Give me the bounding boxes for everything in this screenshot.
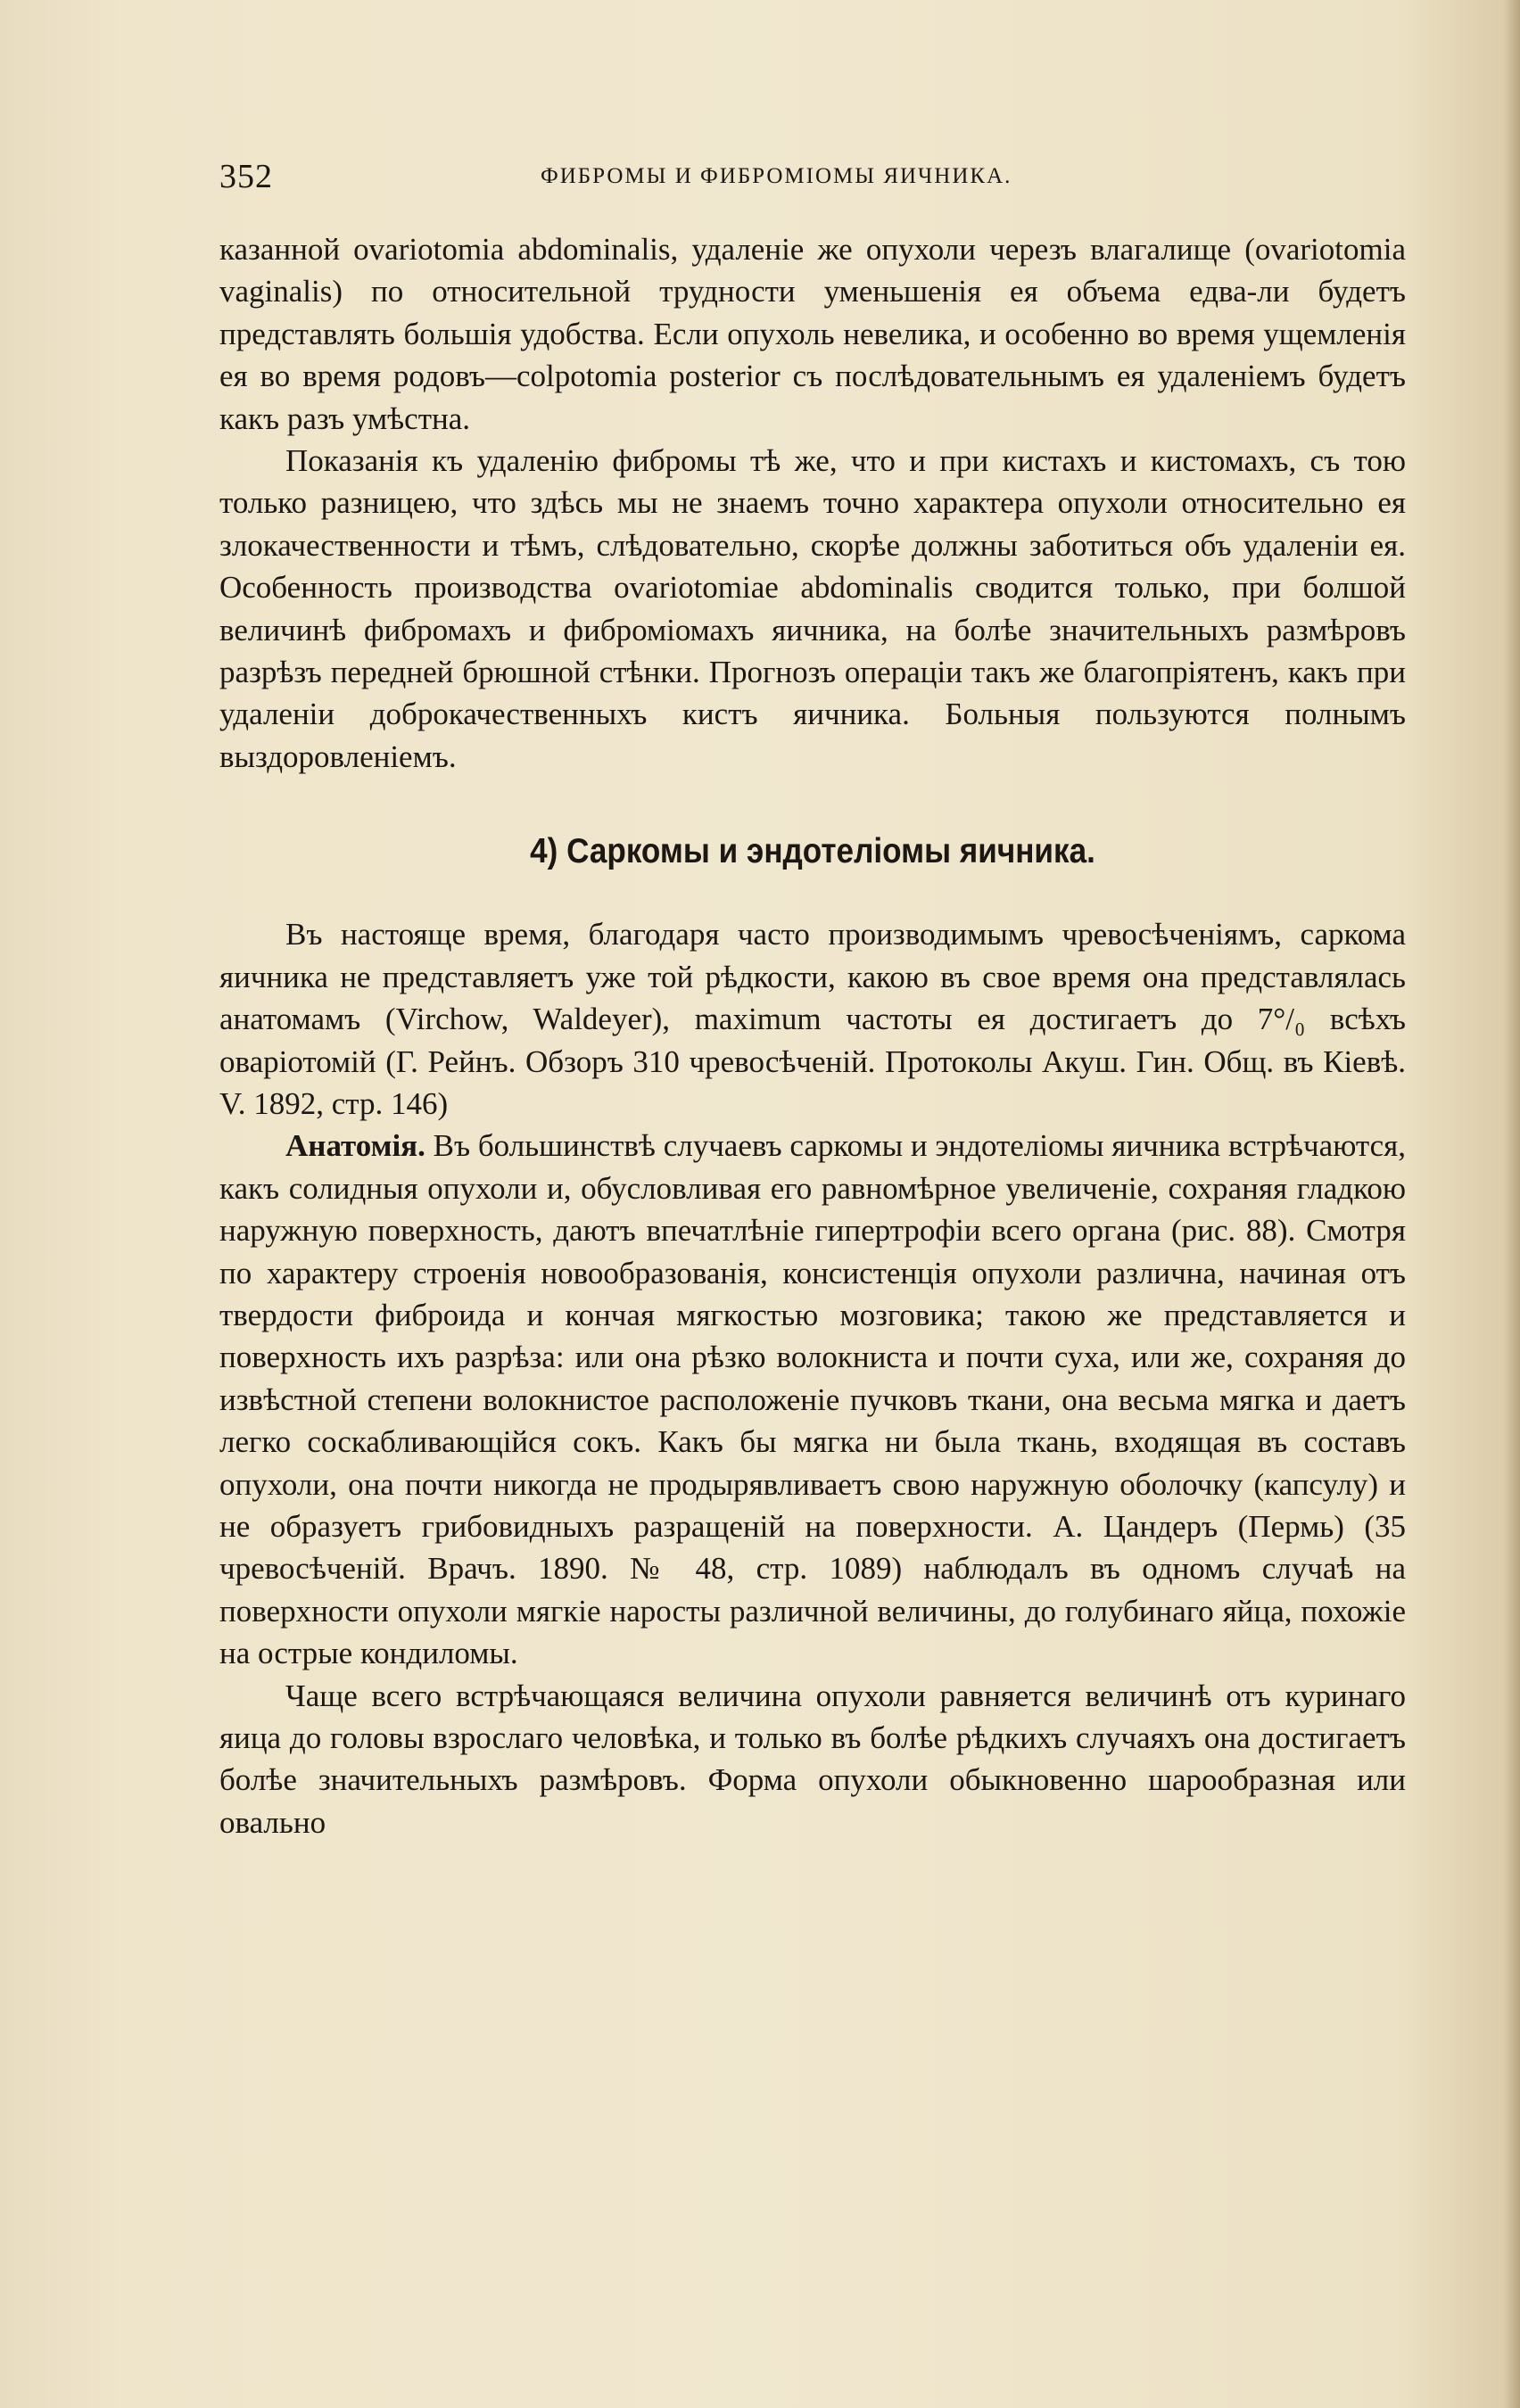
paragraph-tumor-size: Чаще всего встрѣчающаяся величина опухоли равняется величинѣ отъ куринаго яица до головы взрослаго человѣка, и только въ болѣе рѣдкихъ случаяхъ она достигаетъ болѣе значительныхъ размѣровъ. Форма опухоли обыкновенно шарообразная или овально	[219, 1678, 1406, 1840]
running-title: ФИБРОМЫ И ФИБРОМІОМЫ ЯИЧНИКА.	[541, 164, 1012, 188]
section-heading: 4) Саркомы и эндотеліомы яичника.	[530, 832, 1095, 871]
paragraph-anatomy	[219, 1125, 1406, 1674]
paragraph-continuation: казанной ovariotomia abdominalis, удаленіе же опухоли черезъ влагалище (ovariotomia vaginalis) по относительной трудности уменьшенія ея объема едва-ли будетъ представлять большія удобства. Если опухоль невелика, и особенно во время ущемленія ея во время родовъ—colpotomia posterior съ послѣдовательнымъ ея удаленіемъ будетъ какъ разъ умѣстна.	[219, 232, 1406, 436]
paragraph-sarcoma-intro: Въ настояще время, благодаря часто производимымъ чревосѣченіямъ, саркома яичника не представляетъ уже той рѣдкости, какою въ свое время она представлялась анатомамъ (Virchow, Waldeyer), maximum частоты ея достигаетъ до 7°/₀ всѣхъ оваріотомій (Г. Рейнъ. Обзоръ 310 чревосѣченій. Протоколы Акуш. Гин. Общ. въ Кіевѣ. V. 1892, стр. 146)	[219, 917, 1406, 1121]
paragraph-indications: Показанія къ удаленію фибромы тѣ же, что и при кистахъ и кистомахъ, съ тою только разницею, что здѣсь мы не знаемъ точно характера опухоли относительно ея злокачественности и тѣмъ, слѣдовательно, скорѣе должны заботиться объ удаленіи ея. Особенность производства ovariotomiae abdominalis сводится только, при болшой величинѣ фибромахъ и фиброміомахъ яичника, на болѣе значительныхъ размѣровъ разрѣзъ передней брюшной стѣнки. Прогнозъ операціи такъ же благопріятенъ, какъ при удаленіи доброкачественныхъ кистъ яичника. Больныя пользуются полнымъ выздоровленіемъ.	[219, 443, 1406, 774]
anatomy-label: Анатомія.	[285, 1128, 425, 1164]
page-body	[219, 228, 1406, 1843]
page-header	[219, 157, 1406, 202]
page-number: 352	[219, 158, 273, 195]
page-edge-shadow	[1504, 0, 1520, 2408]
anatomy-text: Въ большинствѣ случаевъ саркомы и эндотеліомы яичника встрѣчаются, какъ солидныя опухоли и, обусловливая его равномѣрное увеличеніе, сохраняя гладкою наружную поверхность, даютъ впечатлѣніе гипертрофіи всего органа (рис. 88). Смотря по характеру строенія новообразованія, консистенція опухоли различна, начиная отъ твердости фиброида и кончая мягкостью мозговика; такою же представляется и поверхность ихъ разрѣза: или она рѣзко волокниста и почти суха, или же, сохраняя до извѣстной степени волокнистое расположеніе пучковъ ткани, она весьма мягка и даетъ легко соскабливающійся сокъ. Какъ бы мягка ни была ткань, входящая въ составъ опухоли, она почти никогда не продырявливаетъ свою наружную оболочку (капсулу) и не образуетъ грибовидныхъ разращеній на поверхности. А. Цандеръ (Пермь) (35 чревосѣченій. Врачъ. 1890. № 48, стр. 1089) наблюдалъ въ одномъ случаѣ на поверхности опухоли мягкіе наросты различной величины, до голубинаго яйца, похожіе на острые кондиломы.	[219, 1128, 1406, 1671]
